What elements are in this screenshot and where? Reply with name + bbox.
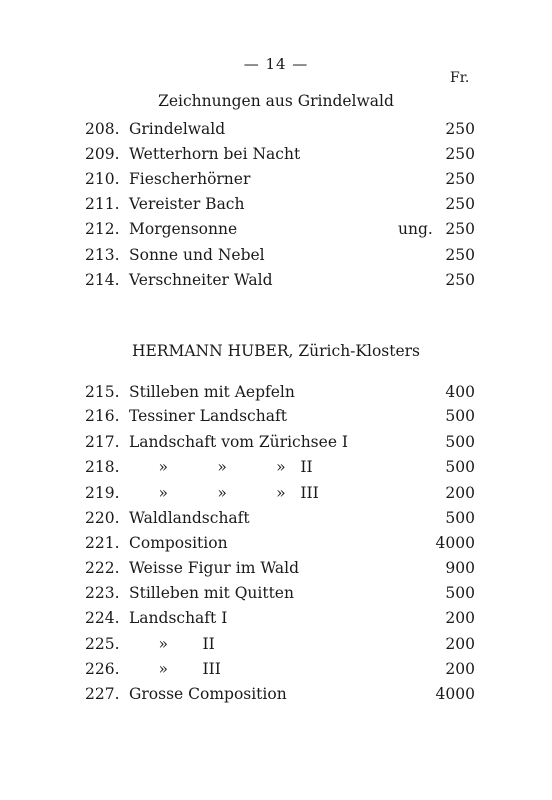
entry-number: 209. xyxy=(85,145,120,163)
entry-number: 214. xyxy=(85,271,120,289)
entry-title: Sonne und Nebel xyxy=(129,246,265,264)
entry-price: 250 xyxy=(445,195,475,213)
entry-number: 210. xyxy=(85,170,120,188)
page-number: — 14 — xyxy=(243,55,309,73)
entry-title: Stilleben mit Quitten xyxy=(129,584,294,602)
entry-number: 217. xyxy=(85,433,120,451)
entry-price: 250 xyxy=(445,145,475,163)
entry-title: Stilleben mit Aepfeln xyxy=(129,383,295,401)
entry-number: 223. xyxy=(85,584,120,602)
section-heading: HERMANN HUBER, Zürich-Klosters xyxy=(131,342,421,360)
entry-note: ung. xyxy=(398,220,433,238)
catalog-entry xyxy=(85,192,475,216)
catalog-entry xyxy=(85,606,475,630)
entry-number: 222. xyxy=(85,559,120,577)
entry-number: 216. xyxy=(85,407,120,425)
catalog-entry xyxy=(85,217,475,241)
entry-number: 211. xyxy=(85,195,120,213)
catalog-entry xyxy=(85,142,475,166)
catalog-entry xyxy=(85,117,475,141)
entry-number: 227. xyxy=(85,685,120,703)
entry-price: 500 xyxy=(445,509,475,527)
entry-price: 4000 xyxy=(435,685,475,703)
entry-price: 400 xyxy=(445,383,475,401)
catalog-entry xyxy=(85,657,475,681)
catalog-entry xyxy=(85,404,475,428)
entry-number: 212. xyxy=(85,220,120,238)
entry-price: 500 xyxy=(445,407,475,425)
entry-price: 200 xyxy=(445,635,475,653)
entry-price: 500 xyxy=(445,458,475,476)
catalog-entry xyxy=(85,380,475,404)
entry-price: 900 xyxy=(445,559,475,577)
entry-title: » » » III xyxy=(129,484,319,502)
catalog-entry xyxy=(85,506,475,530)
entry-number: 220. xyxy=(85,509,120,527)
entry-title: Wetterhorn bei Nacht xyxy=(129,145,301,163)
currency-label: Fr. xyxy=(450,70,470,86)
entry-price: 250 xyxy=(445,246,475,264)
catalog-entry xyxy=(85,581,475,605)
catalog-entry xyxy=(85,243,475,267)
entry-title: Weisse Figur im Wald xyxy=(129,559,300,577)
entry-title: » II xyxy=(129,635,215,653)
catalog-entry xyxy=(85,268,475,292)
entry-number: 219. xyxy=(85,484,120,502)
catalog-entry xyxy=(85,556,475,580)
entry-number: 224. xyxy=(85,609,120,627)
entry-title: Morgensonne xyxy=(129,220,238,238)
entry-number: 221. xyxy=(85,534,120,552)
catalog-entry xyxy=(85,167,475,191)
catalog-entry xyxy=(85,531,475,555)
entry-title: » III xyxy=(129,660,221,678)
catalog-entry xyxy=(85,455,475,479)
entry-price: 4000 xyxy=(435,534,475,552)
entry-title: Grindelwald xyxy=(129,120,226,138)
entry-price: 500 xyxy=(445,584,475,602)
entry-price: 500 xyxy=(445,433,475,451)
entry-title: Fiescherhörner xyxy=(129,170,251,188)
entry-title: Grosse Composition xyxy=(129,685,287,703)
catalog-entry xyxy=(85,430,475,454)
entry-title: » » » II xyxy=(129,458,313,476)
entry-price: 250 xyxy=(445,170,475,188)
entry-title: Landschaft vom Zürichsee I xyxy=(129,433,349,451)
catalog-entry xyxy=(85,632,475,656)
entry-title: Composition xyxy=(129,534,228,552)
entry-number: 226. xyxy=(85,660,120,678)
section-heading: Zeichnungen aus Grindelwald xyxy=(158,92,394,110)
entry-price: 250 xyxy=(445,271,475,289)
entry-price: 200 xyxy=(445,609,475,627)
catalog-entry xyxy=(85,682,475,706)
entry-number: 218. xyxy=(85,458,120,476)
entry-number: 215. xyxy=(85,383,120,401)
entry-price: 200 xyxy=(445,660,475,678)
entry-price: 250 xyxy=(445,220,475,238)
entry-title: Waldlandschaft xyxy=(129,509,250,527)
entry-title: Tessiner Landschaft xyxy=(129,407,287,425)
entry-number: 208. xyxy=(85,120,120,138)
entry-title: Vereister Bach xyxy=(129,195,245,213)
entry-title: Verschneiter Wald xyxy=(129,271,273,289)
entry-price: 250 xyxy=(445,120,475,138)
entry-price: 200 xyxy=(445,484,475,502)
entry-title: Landschaft I xyxy=(129,609,228,627)
catalog-entry xyxy=(85,481,475,505)
entry-number: 225. xyxy=(85,635,120,653)
entry-number: 213. xyxy=(85,246,120,264)
